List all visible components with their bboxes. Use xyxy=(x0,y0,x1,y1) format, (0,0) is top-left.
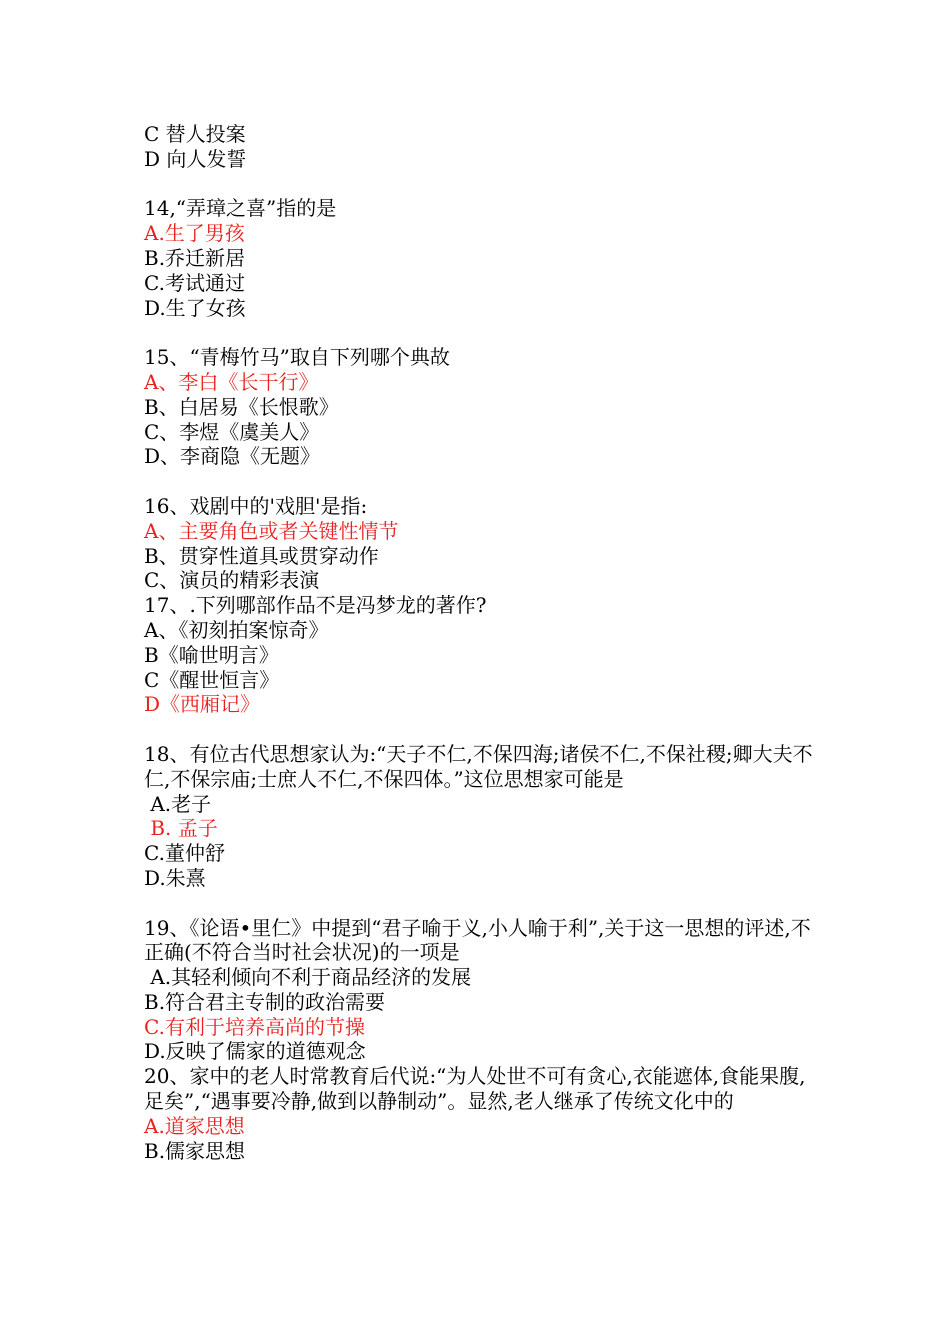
question-14-block xyxy=(144,196,824,320)
option-b-correct: B. 孟子 xyxy=(144,816,218,841)
question-17-text: 17、.下列哪部作品不是冯梦龙的著作? xyxy=(144,593,487,618)
option-b: B.乔迁新居 xyxy=(144,245,246,270)
question-18-block xyxy=(144,742,824,891)
question-18-text: 18、有位古代思想家认为:“天子不仁,不保四海;诸侯不仁,不保社稷;卿大夫不仁,不保宗庙;士庶人不仁,不保四体。”这位思想家可能是 xyxy=(144,741,813,791)
option-b: B、贯穿性道具或贯穿动作 xyxy=(144,543,379,568)
option-a-correct: A、李白《长干行》 xyxy=(144,369,319,394)
question-16-text: 16、戏剧中的'戏胆'是指: xyxy=(144,493,368,518)
question-17-block xyxy=(144,593,824,717)
question-14-text: 14,“弄璋之喜”指的是 xyxy=(144,196,337,221)
option-c: C、李煜《虞美人》 xyxy=(144,419,320,444)
document-page xyxy=(144,122,824,1163)
option-c: C.考试通过 xyxy=(144,270,245,295)
question-20-block xyxy=(144,1064,824,1163)
option-a: A.其轻利倾向不利于商品经济的发展 xyxy=(144,965,472,990)
question-15-text: 15、“青梅竹马”取自下列哪个典故 xyxy=(144,345,450,370)
option-c-correct: C.有利于培养高尚的节操 xyxy=(144,1014,365,1039)
option-c: C、演员的精彩表演 xyxy=(144,568,320,593)
option-c: C 替人投案 xyxy=(144,122,246,146)
question-19-block xyxy=(144,916,824,1065)
option-d: D.反映了儒家的道德观念 xyxy=(144,1039,366,1064)
option-b: B、白居易《长恨歌》 xyxy=(144,394,339,419)
option-d-correct: D《西厢记》 xyxy=(144,692,261,717)
question-16-block xyxy=(144,494,824,593)
option-d: D、李商隐《无题》 xyxy=(144,444,321,469)
option-a-correct: A、主要角色或者关键性情节 xyxy=(144,518,399,543)
question-13-block xyxy=(144,122,824,172)
option-b: B.儒家思想 xyxy=(144,1138,246,1163)
question-20-text: 20、家中的老人时常教育后代说:“为人处世不可有贪心,衣能遮体,食能果腹,足矣”,“遇事要冷静,做到以静制动”。显然,老人继承了传统文化中的 xyxy=(144,1064,806,1114)
option-a: A.老子 xyxy=(144,791,212,816)
option-a-correct: A.道家思想 xyxy=(144,1113,245,1138)
option-d: D.生了女孩 xyxy=(144,295,246,320)
option-d: D 向人发誓 xyxy=(144,146,247,171)
question-19-text: 19、《论语•里仁》中提到“君子喻于义,小人喻于利”,关于这一思想的评述,不正确(不符合当时社会状况)的一项是 xyxy=(144,915,811,965)
question-15-block xyxy=(144,345,824,469)
option-c: C.董仲舒 xyxy=(144,841,225,866)
option-d: D.朱熹 xyxy=(144,865,206,890)
option-a-correct: A.生了男孩 xyxy=(144,221,245,246)
option-c: C《醒世恒言》 xyxy=(144,667,280,692)
option-a: A、《初刻拍案惊奇》 xyxy=(144,617,329,642)
option-b: B.符合君主专制的政治需要 xyxy=(144,989,386,1014)
option-b: B《喻世明言》 xyxy=(144,642,279,667)
